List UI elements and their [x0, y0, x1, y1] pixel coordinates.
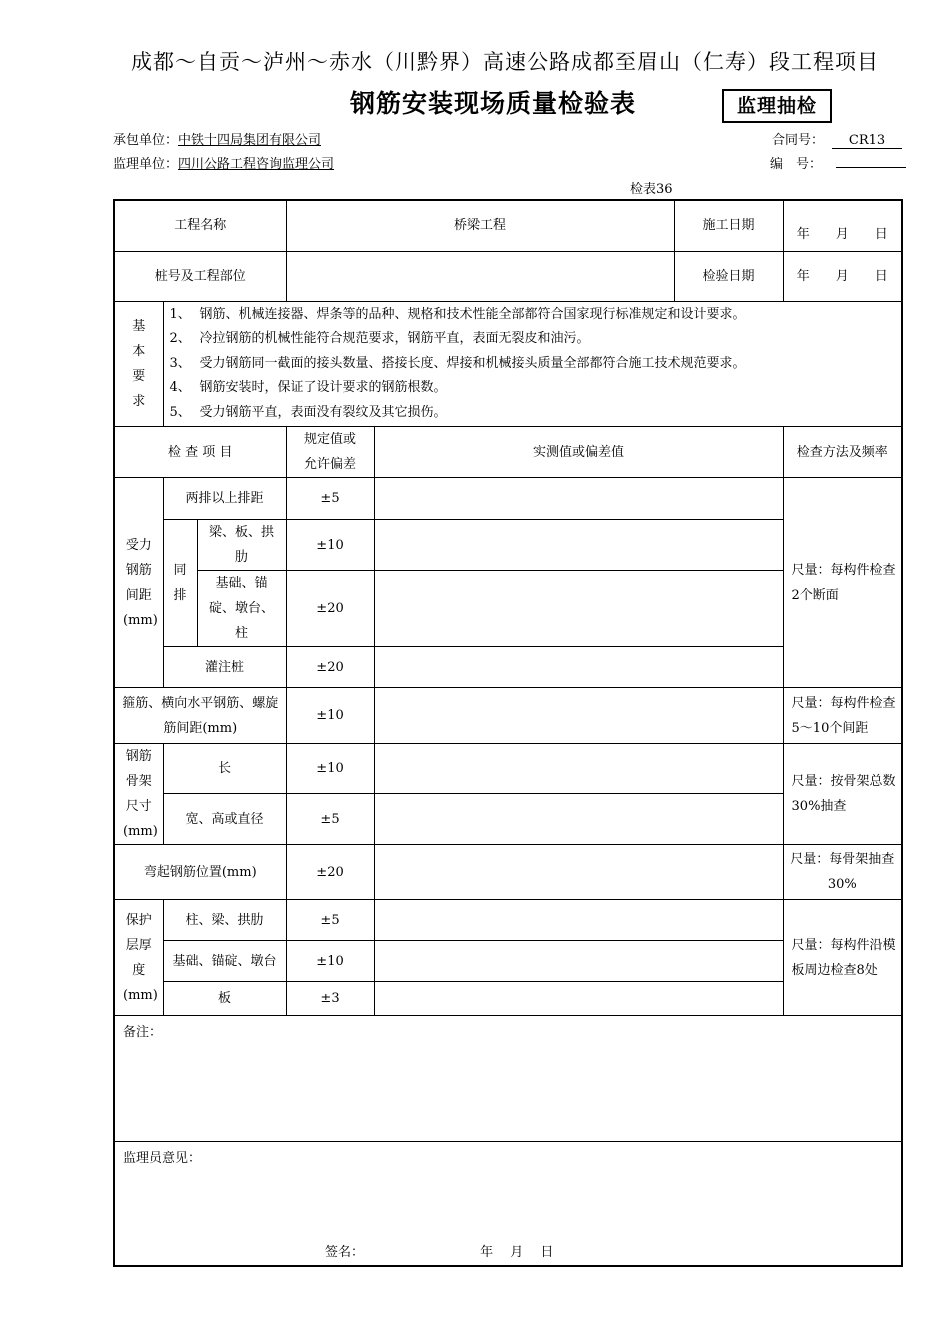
contract-no-label: 合同号： [772, 133, 825, 148]
signature-label: 签名： [325, 1244, 365, 1260]
foundation-tolerance: ±20 [286, 571, 374, 647]
requirement-item: 4、 钢筋安装时，保证了设计要求的钢筋根数。 [169, 380, 447, 395]
serial-label: 编 号： [770, 157, 823, 172]
beam-tolerance: ±10 [286, 520, 374, 571]
requirements-list [163, 301, 902, 427]
cage-length-tolerance: ±10 [286, 744, 374, 794]
stirrup-measured[interactable] [374, 688, 783, 744]
contractor-row [113, 129, 321, 148]
cage-length-label: 长 [163, 744, 286, 794]
project-title: 成都～自贡～泸州～赤水（川黔界）高速公路成都至眉山（仁寿）段工程项目 [131, 50, 879, 74]
cage-length-measured[interactable] [374, 744, 783, 794]
serial-row [770, 153, 906, 172]
supervisor-row [113, 153, 334, 172]
requirement-item: 1、 钢筋、机械连接器、焊条等的品种、规格和技术性能全部都符合国家现行标准规定和设计要求。 [169, 306, 746, 322]
project-name-label: 工程名称 [114, 200, 286, 251]
pile-tolerance: ±20 [286, 647, 374, 688]
stirrup-method: 尺量：每构件检查5～10个间距 [783, 688, 902, 744]
pile-label: 灌注桩 [163, 647, 286, 688]
cage-method: 尺量：按骨架总数30%抽查 [783, 744, 902, 845]
serial-value [836, 153, 906, 168]
cage-width-label: 宽、高或直径 [163, 794, 286, 845]
cover-group-label: 保护层厚度(mm) [114, 900, 163, 1016]
construction-date-label: 施工日期 [674, 200, 783, 251]
remarks-label: 备注： [123, 1025, 163, 1040]
spacing-method: 尺量：每构件检查2个断面 [783, 478, 902, 688]
bent-measured[interactable] [374, 845, 783, 900]
two-rows-label: 两排以上排距 [163, 478, 286, 520]
signature-row [325, 1240, 553, 1265]
project-name-value[interactable]: 桥梁工程 [286, 200, 674, 251]
two-rows-measured[interactable] [374, 478, 783, 520]
beam-measured[interactable] [374, 520, 783, 571]
station-label: 桩号及工程部位 [114, 251, 286, 301]
foundation-measured[interactable] [374, 571, 783, 647]
form-title: 钢筋安装现场质量检验表 [350, 89, 637, 118]
cover-column-measured[interactable] [374, 900, 783, 941]
contract-no-value: CR13 [832, 133, 902, 149]
cage-width-measured[interactable] [374, 794, 783, 845]
cover-slab-measured[interactable] [374, 982, 783, 1016]
cover-slab-label: 板 [163, 982, 286, 1016]
cover-column-label: 柱、梁、拱肋 [163, 900, 286, 941]
bent-tolerance: ±20 [286, 845, 374, 900]
cover-slab-tolerance: ±3 [286, 982, 374, 1016]
requirement-item: 3、 受力钢筋同一截面的接头数量、搭接长度、焊接和机械接头质量全部都符合施工技术规范要求。 [169, 355, 746, 371]
signature-date: 年 月 日 [480, 1244, 554, 1260]
requirement-item: 2、 冷拉钢筋的机械性能符合规范要求，钢筋平直，表面无裂皮和油污。 [169, 331, 590, 346]
col-spec-header: 规定值或允许偏差 [286, 427, 374, 478]
remarks-box[interactable] [114, 1016, 902, 1142]
two-rows-tolerance: ±5 [286, 478, 374, 520]
supervisor-value: 四川公路工程咨询监理公司 [178, 157, 335, 172]
inspection-table [113, 199, 903, 1267]
table-code: 检表36 [630, 182, 673, 197]
cover-foundation-tolerance: ±10 [286, 941, 374, 982]
col-measured-header: 实测值或偏差值 [374, 427, 783, 478]
contract-no-row [772, 129, 902, 149]
bent-label: 弯起钢筋位置(mm) [114, 845, 286, 900]
opinion-box[interactable] [114, 1142, 902, 1266]
inspection-date-label: 检验日期 [674, 251, 783, 301]
inspection-date-value[interactable]: 年 月 日 [783, 251, 902, 301]
spacing-group-label: 受力钢筋间距(mm) [114, 478, 163, 688]
cover-method: 尺量：每构件沿模板周边检查8处 [783, 900, 902, 1016]
pile-measured[interactable] [374, 647, 783, 688]
requirements-label: 基本要求 [114, 301, 163, 427]
supervision-stamp: 监理抽检 [722, 89, 832, 123]
col-item-header: 检 查 项 目 [114, 427, 286, 478]
construction-date-value[interactable]: 年 月 日 [783, 200, 902, 251]
supervisor-label: 监理单位： [113, 157, 179, 172]
col-method-header: 检查方法及频率 [783, 427, 902, 478]
bent-method: 尺量：每骨架抽查30% [783, 845, 902, 900]
contractor-value: 中铁十四局集团有限公司 [178, 133, 322, 148]
requirement-item: 5、 受力钢筋平直，表面没有裂纹及其它损伤。 [169, 404, 447, 420]
cover-column-tolerance: ±5 [286, 900, 374, 941]
beam-label: 梁、板、拱肋 [197, 520, 286, 571]
contractor-label: 承包单位： [113, 133, 179, 148]
foundation-label: 基础、锚碇、墩台、柱 [197, 571, 286, 647]
cover-foundation-label: 基础、锚碇、墩台 [163, 941, 286, 982]
same-row-label: 同排 [163, 520, 197, 647]
cover-foundation-measured[interactable] [374, 941, 783, 982]
stirrup-tolerance: ±10 [286, 688, 374, 744]
opinion-label: 监理员意见： [123, 1151, 202, 1166]
station-value[interactable] [286, 251, 674, 301]
stirrup-label: 箍筋、横向水平钢筋、螺旋筋间距(mm) [114, 688, 286, 744]
cage-group-label: 钢筋骨架尺寸(mm) [114, 744, 163, 845]
cage-width-tolerance: ±5 [286, 794, 374, 845]
